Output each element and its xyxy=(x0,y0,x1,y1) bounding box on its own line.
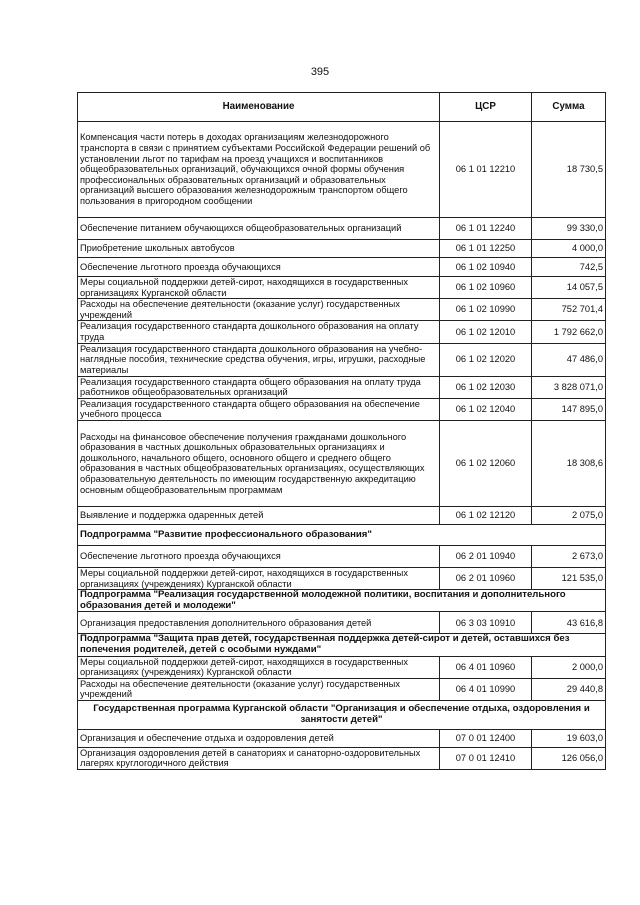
row-sum: 4 000,0 xyxy=(532,240,606,258)
table-row xyxy=(78,398,606,420)
column-header-name: Наименование xyxy=(78,93,440,122)
row-csr: 06 3 03 10910 xyxy=(440,612,532,634)
row-name: Расходы на обеспечение деятельности (оказание услуг) государственных учреждений xyxy=(78,678,440,700)
row-csr: 06 1 01 12240 xyxy=(440,218,532,240)
row-sum: 1 792 662,0 xyxy=(532,321,606,343)
row-csr: 06 1 02 12030 xyxy=(440,376,532,398)
section-row xyxy=(78,590,606,612)
row-sum: 126 056,0 xyxy=(532,747,606,769)
table-row xyxy=(78,567,606,589)
row-sum: 18 308,6 xyxy=(532,420,606,506)
row-name: Реализация государственного стандарта дошкольного образования на учебно-наглядные пособия, технические средства обучения, игры, игрушки, расходные материалы xyxy=(78,343,440,376)
table-row xyxy=(78,122,606,218)
table-row xyxy=(78,277,606,299)
row-csr: 07 0 01 12400 xyxy=(440,729,532,747)
table-row xyxy=(78,656,606,678)
section-row xyxy=(78,700,606,729)
row-csr: 06 2 01 10960 xyxy=(440,567,532,589)
row-csr: 06 4 01 10960 xyxy=(440,656,532,678)
row-name: Обеспечение льготного проезда обучающихся xyxy=(78,258,440,277)
row-name: Приобретение школьных автобусов xyxy=(78,240,440,258)
row-csr: 06 1 02 10940 xyxy=(440,258,532,277)
row-name: Реализация государственного стандарта дошкольного образования на оплату труда xyxy=(78,321,440,343)
row-csr: 06 2 01 10940 xyxy=(440,545,532,567)
row-csr: 07 0 01 12410 xyxy=(440,747,532,769)
table-row xyxy=(78,321,606,343)
row-sum: 121 535,0 xyxy=(532,567,606,589)
row-csr: 06 1 01 12250 xyxy=(440,240,532,258)
row-csr: 06 1 02 12010 xyxy=(440,321,532,343)
table-row xyxy=(78,240,606,258)
row-name: Организация предоставления дополнительного образования детей xyxy=(78,612,440,634)
row-name: Меры социальной поддержки детей-сирот, находящихся в государственных организациях (учреждениях) Курганской области xyxy=(78,567,440,589)
row-csr: 06 1 02 12060 xyxy=(440,420,532,506)
row-name: Расходы на финансовое обеспечение получения гражданами дошкольного образования в частных дошкольных образовательных организациях и дошкольного, начального общего, основного общего и среднего общего образования в частных общеобразовательных организациях, осуществляющих образовательную деятельность по имеющим государственную аккредитацию основным общеобразовательным программам xyxy=(78,420,440,506)
row-sum: 2 000,0 xyxy=(532,656,606,678)
row-sum: 742,5 xyxy=(532,258,606,277)
table-row xyxy=(78,506,606,524)
row-csr: 06 1 02 12020 xyxy=(440,343,532,376)
row-sum: 752 701,4 xyxy=(532,299,606,321)
row-name: Меры социальной поддержки детей-сирот, находящихся в государственных организациях (учреждениях) Курганской области xyxy=(78,656,440,678)
row-name: Реализация государственного стандарта общего образования на оплату труда работников общеобразовательных организаций xyxy=(78,376,440,398)
row-name: Обеспечение льготного проезда обучающихся xyxy=(78,545,440,567)
row-name: Организация и обеспечение отдыха и оздоровления детей xyxy=(78,729,440,747)
column-header-csr: ЦСР xyxy=(440,93,532,122)
section-row xyxy=(78,524,606,545)
table-row xyxy=(78,612,606,634)
row-csr: 06 4 01 10990 xyxy=(440,678,532,700)
row-name: Меры социальной поддержки детей-сирот, находящихся в государственных организациях Курганской области xyxy=(78,277,440,299)
table-row xyxy=(78,376,606,398)
column-header-sum: Сумма xyxy=(532,93,606,122)
row-sum: 43 616,8 xyxy=(532,612,606,634)
table-row xyxy=(78,545,606,567)
row-csr: 06 1 02 12040 xyxy=(440,398,532,420)
row-name: Организация оздоровления детей в санаториях и санаторно-оздоровительных лагерях круглогодичного действия xyxy=(78,747,440,769)
table-row xyxy=(78,729,606,747)
row-sum: 19 603,0 xyxy=(532,729,606,747)
row-sum: 47 486,0 xyxy=(532,343,606,376)
table-row xyxy=(78,747,606,769)
row-name: Расходы на обеспечение деятельности (оказание услуг) государственных учреждений xyxy=(78,299,440,321)
row-sum: 2 075,0 xyxy=(532,506,606,524)
table-row xyxy=(78,258,606,277)
section-title: Подпрограмма "Развитие профессионального образования" xyxy=(78,524,606,545)
table-body xyxy=(78,122,606,770)
budget-table xyxy=(77,92,606,770)
section-title: Подпрограмма "Реализация государственной молодежной политики, воспитания и дополнительного образования детей и молодежи" xyxy=(78,590,606,612)
row-csr: 06 1 01 12210 xyxy=(440,122,532,218)
row-sum: 99 330,0 xyxy=(532,218,606,240)
row-sum: 18 730,5 xyxy=(532,122,606,218)
row-sum: 29 440,8 xyxy=(532,678,606,700)
row-sum: 14 057,5 xyxy=(532,277,606,299)
row-name: Компенсация части потерь в доходах организациям железнодорожного транспорта в связи с принятием субъектами Российской Федерации решений об установлении льгот по тарифам на проезд учащихся и воспитанников общеобразовательных организаций, обучающихся очной формы обучения профессиональных образовательных организаций и образовательных организаций высшего образования железнодорожным транспортом общего пользования в пригородном сообщении xyxy=(78,122,440,218)
section-title: Подпрограмма "Защита прав детей, государственная поддержка детей-сирот и детей, оставшихся без попечения родителей, детей с особыми нуждами" xyxy=(78,634,606,656)
table-row xyxy=(78,299,606,321)
row-csr: 06 1 02 10960 xyxy=(440,277,532,299)
row-sum: 147 895,0 xyxy=(532,398,606,420)
section-row xyxy=(78,634,606,656)
section-title: Государственная программа Курганской области "Организация и обеспечение отдыха, оздоровления и занятости детей" xyxy=(78,700,606,729)
table-row xyxy=(78,218,606,240)
row-sum: 3 828 071,0 xyxy=(532,376,606,398)
row-name: Обеспечение питанием обучающихся общеобразовательных организаций xyxy=(78,218,440,240)
row-sum: 2 673,0 xyxy=(532,545,606,567)
row-name: Выявление и поддержка одаренных детей xyxy=(78,506,440,524)
row-csr: 06 1 02 12120 xyxy=(440,506,532,524)
table-row xyxy=(78,678,606,700)
row-csr: 06 1 02 10990 xyxy=(440,299,532,321)
table-row xyxy=(78,343,606,376)
page-number: 395 xyxy=(310,66,330,78)
table-row xyxy=(78,420,606,506)
table-header-row xyxy=(78,93,606,122)
row-name: Реализация государственного стандарта общего образования на обеспечение учебного процесса xyxy=(78,398,440,420)
